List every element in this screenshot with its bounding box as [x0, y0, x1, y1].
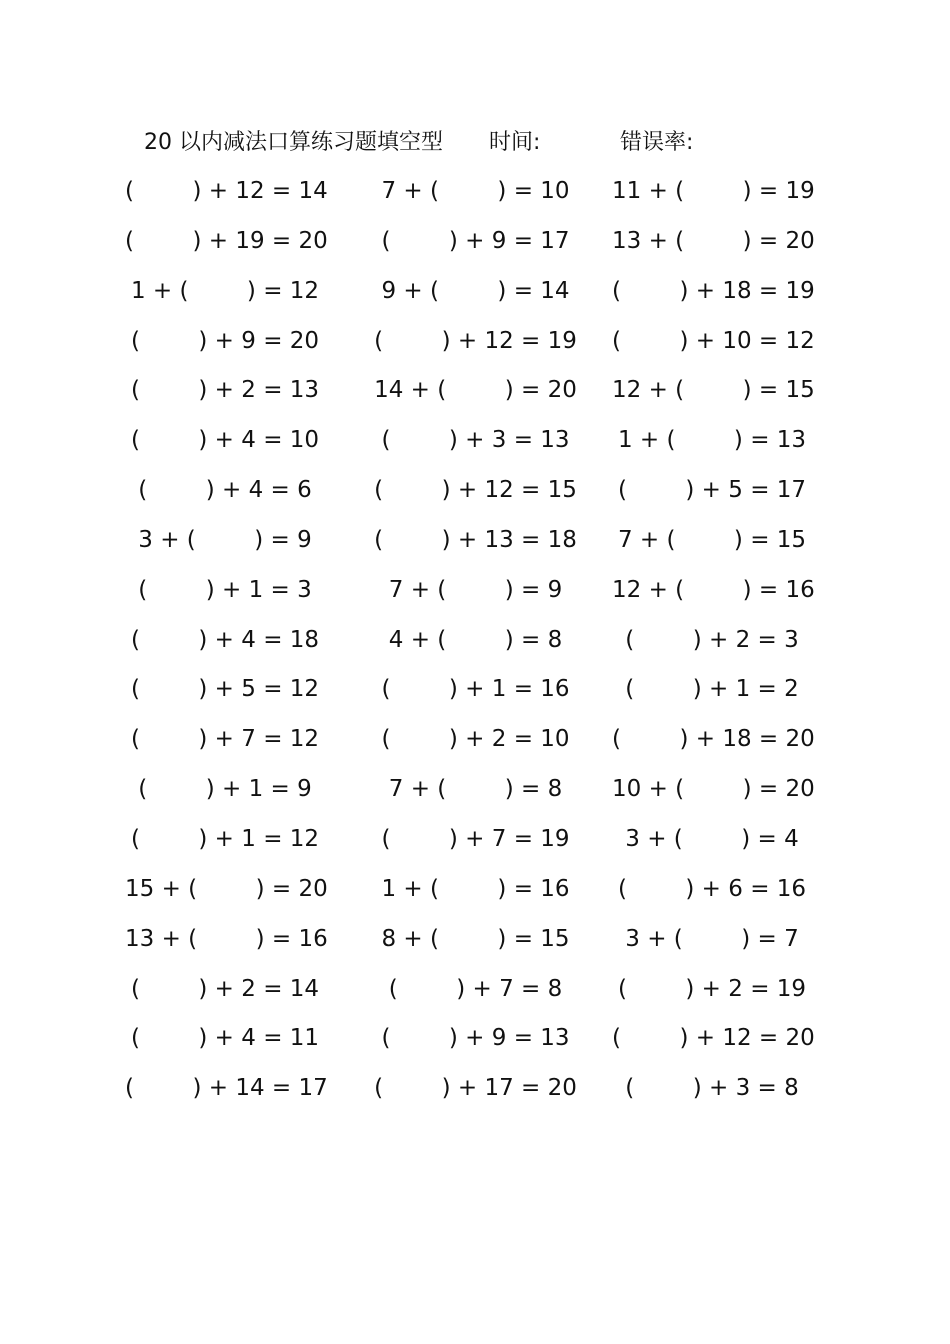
problem: ( ) + 18 = 20	[612, 726, 815, 753]
problem-row	[0, 1015, 950, 1065]
problem-row	[0, 916, 950, 966]
problem: 1 + ( ) = 13	[617, 427, 807, 454]
problem: 1 + ( ) = 12	[130, 277, 320, 304]
problem: ( ) + 17 = 20	[374, 1075, 577, 1102]
problem: ( ) + 5 = 17	[617, 477, 807, 504]
problem: ( ) + 2 = 10	[381, 726, 570, 753]
problem: 7 + ( ) = 8	[388, 776, 563, 803]
problem-row	[0, 716, 950, 766]
problem: 10 + ( ) = 20	[612, 776, 815, 803]
problem: ( ) + 4 = 6	[138, 477, 312, 504]
problem: ( ) + 14 = 17	[125, 1075, 328, 1102]
problem: ( ) + 2 = 3	[625, 626, 799, 653]
problem-row	[0, 218, 950, 268]
problem: ( ) + 1 = 2	[625, 676, 799, 703]
problem: ( ) + 2 = 14	[130, 975, 320, 1002]
time-label: 时间:	[489, 130, 541, 155]
problem: ( ) + 4 = 10	[130, 427, 320, 454]
problem: 13 + ( ) = 16	[125, 925, 328, 952]
problem: ( ) + 7 = 19	[381, 825, 570, 852]
problem: 9 + ( ) = 14	[381, 277, 570, 304]
problem: 11 + ( ) = 19	[612, 178, 815, 204]
problem-row	[0, 766, 950, 816]
problem-row	[0, 417, 950, 467]
problem: 8 + ( ) = 15	[381, 925, 570, 952]
problem-row	[0, 367, 950, 417]
problem: ( ) + 18 = 19	[612, 277, 815, 304]
problem: 12 + ( ) = 16	[612, 576, 815, 603]
problem: ( ) + 9 = 17	[381, 227, 570, 254]
problem: ( ) + 2 = 19	[617, 975, 807, 1002]
problem-row	[0, 318, 950, 368]
problem: ( ) + 9 = 13	[381, 1025, 570, 1052]
problem: ( ) + 12 = 14	[125, 178, 328, 204]
problem: ( ) + 1 = 9	[138, 776, 312, 803]
problem: ( ) + 1 = 3	[138, 576, 312, 603]
problem: 14 + ( ) = 20	[374, 377, 577, 404]
problem: ( ) + 10 = 12	[612, 327, 815, 354]
problem-grid	[0, 168, 950, 1115]
problem: ( ) + 12 = 20	[612, 1025, 815, 1052]
problem-row	[0, 666, 950, 716]
problem: ( ) + 3 = 13	[381, 427, 570, 454]
problem: ( ) + 12 = 15	[374, 477, 577, 504]
problem: ( ) + 7 = 8	[388, 975, 563, 1002]
worksheet-title: 20 以内减法口算练习题填空型	[144, 130, 443, 155]
problem: 7 + ( ) = 10	[381, 178, 570, 204]
problem: ( ) + 1 = 12	[130, 825, 320, 852]
problem: ( ) + 19 = 20	[125, 227, 328, 254]
problem: ( ) + 9 = 20	[130, 327, 320, 354]
problem: ( ) + 6 = 16	[617, 875, 807, 902]
problem: 3 + ( ) = 7	[625, 925, 799, 952]
problem: 3 + ( ) = 9	[138, 526, 312, 553]
problem: ( ) + 2 = 13	[130, 377, 320, 404]
problem-row	[0, 268, 950, 318]
problem: 12 + ( ) = 15	[612, 377, 815, 404]
worksheet-header	[0, 126, 950, 160]
problem: ( ) + 3 = 8	[625, 1075, 799, 1102]
error-rate-label: 错误率:	[620, 130, 694, 155]
problem: ( ) + 1 = 16	[381, 676, 570, 703]
problem: 4 + ( ) = 8	[388, 626, 563, 653]
problem: 7 + ( ) = 9	[388, 576, 563, 603]
problem: ( ) + 13 = 18	[374, 526, 577, 553]
problem: ( ) + 5 = 12	[130, 676, 320, 703]
problem-row	[0, 517, 950, 567]
problem-row	[0, 1065, 950, 1115]
problem-row	[0, 617, 950, 667]
problem: ( ) + 4 = 11	[130, 1025, 320, 1052]
problem-row	[0, 866, 950, 916]
problem: 15 + ( ) = 20	[125, 875, 328, 902]
problem-row	[0, 168, 950, 218]
problem-row	[0, 567, 950, 617]
problem: 13 + ( ) = 20	[612, 227, 815, 254]
problem: 7 + ( ) = 15	[617, 526, 807, 553]
problem: ( ) + 12 = 19	[374, 327, 577, 354]
problem: 3 + ( ) = 4	[625, 825, 799, 852]
problem-row	[0, 467, 950, 517]
problem: ( ) + 4 = 18	[130, 626, 320, 653]
problem-row	[0, 966, 950, 1016]
problem: ( ) + 7 = 12	[130, 726, 320, 753]
problem: 1 + ( ) = 16	[381, 875, 570, 902]
problem-row	[0, 816, 950, 866]
